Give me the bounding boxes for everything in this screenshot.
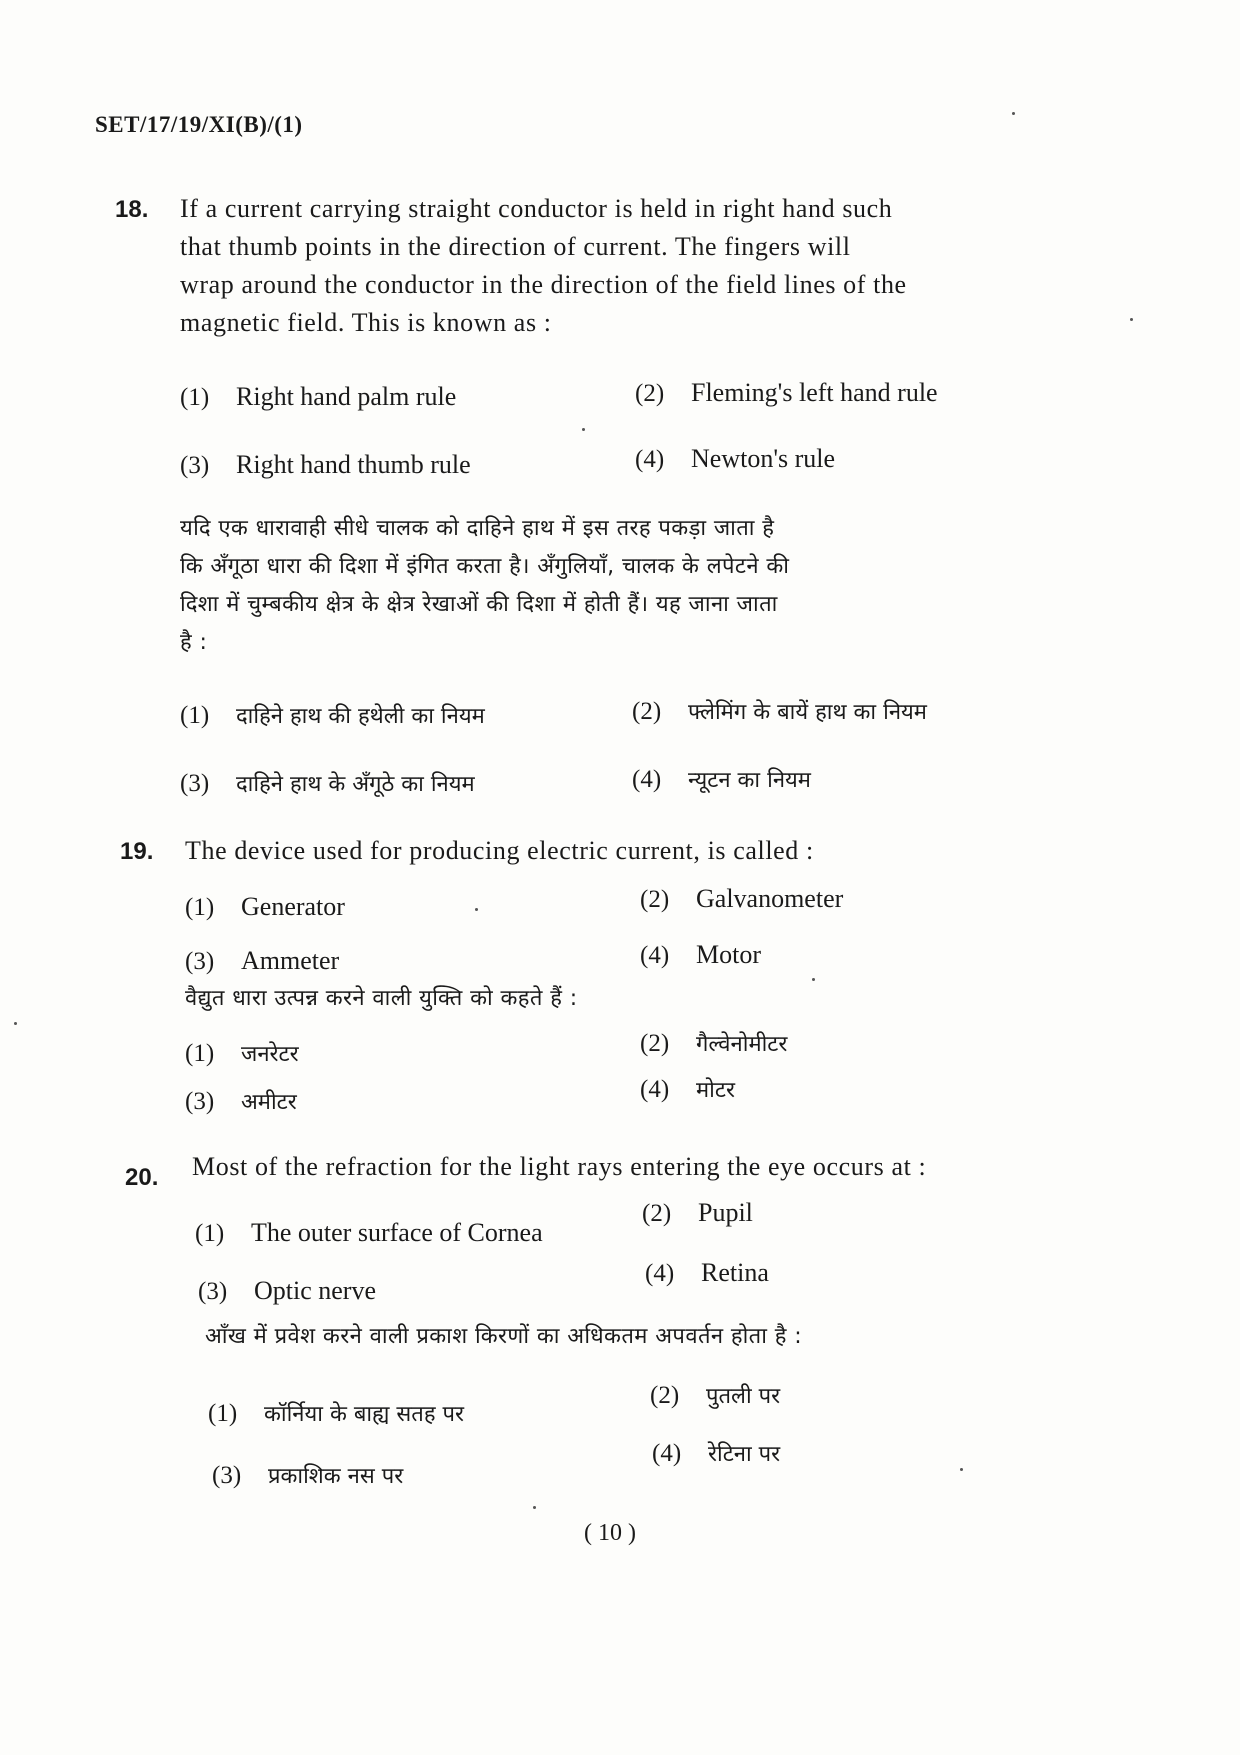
scan-speck	[1012, 112, 1015, 115]
option-text: Right hand thumb rule	[236, 450, 471, 479]
option-text: दाहिने हाथ के अँगूठे का नियम	[236, 772, 475, 797]
q20-option-1	[195, 1218, 543, 1248]
option-text: Optic nerve	[254, 1276, 377, 1305]
question-20-hindi-text	[205, 1318, 802, 1356]
question-number-19: 19.	[120, 838, 154, 865]
question-18-hindi-text	[180, 510, 789, 662]
option-text: अमीटर	[241, 1090, 297, 1115]
option-number: (2)	[650, 1382, 680, 1409]
scan-speck	[475, 908, 478, 911]
question-18-line-3: wrap around the conductor in the direction of the field lines of the	[180, 270, 907, 299]
question-20-hindi-line-1: आँख में प्रवेश करने वाली प्रकाश किरणों का अधिकतम अपवर्तन होता है :	[205, 1324, 803, 1349]
question-19-hindi-text	[185, 980, 578, 1018]
q18-option-1	[180, 382, 456, 412]
option-text: Fleming's left hand rule	[691, 378, 938, 407]
option-text: Ammeter	[241, 946, 340, 975]
option-number: (1)	[195, 1220, 225, 1247]
scan-speck	[14, 1022, 17, 1025]
question-18-hindi-line-4: है :	[180, 630, 208, 655]
scan-speck	[812, 978, 815, 981]
option-number: (4)	[635, 446, 665, 473]
option-number: (1)	[208, 1400, 238, 1427]
question-19-line-1: The device used for producing electric current, is called :	[185, 836, 814, 865]
option-text: Newton's rule	[691, 444, 836, 473]
question-20-text	[192, 1148, 926, 1186]
option-text: रेटिना पर	[708, 1442, 781, 1467]
q18-hindi-option-3	[180, 768, 475, 798]
q20-option-3	[198, 1276, 376, 1306]
option-number: (4)	[640, 942, 670, 969]
option-number: (4)	[652, 1440, 682, 1467]
q19-hindi-option-1	[185, 1038, 299, 1068]
scan-speck	[960, 1468, 963, 1471]
option-number: (3)	[185, 948, 215, 975]
scan-speck	[533, 1506, 536, 1509]
q19-option-3	[185, 946, 339, 976]
option-number: (3)	[185, 1088, 215, 1115]
option-number: (2)	[640, 1030, 670, 1057]
question-number-18: 18.	[115, 196, 149, 223]
q20-hindi-option-4	[652, 1438, 780, 1468]
option-number: (3)	[180, 452, 210, 479]
paper-code: SET/17/19/XI(B)/(1)	[95, 112, 303, 137]
question-18-line-1: If a current carrying straight conductor is held in right hand such	[180, 194, 893, 223]
question-18-hindi-line-2: कि अँगूठा धारा की दिशा में इंगित करता है। अँगुलियाँ, चालक के लपेटने की	[180, 554, 790, 579]
option-number: (4)	[645, 1260, 675, 1287]
option-number: (1)	[180, 702, 210, 729]
option-text: दाहिने हाथ की हथेली का नियम	[236, 704, 485, 729]
option-number: (2)	[642, 1200, 672, 1227]
option-text: जनरेटर	[241, 1042, 299, 1067]
q20-hindi-option-1	[208, 1398, 464, 1428]
option-text: प्रकाशिक नस पर	[268, 1464, 404, 1489]
question-18-hindi-line-1: यदि एक धारावाही सीधे चालक को दाहिने हाथ में इस तरह पकड़ा जाता है	[180, 516, 775, 541]
question-19-text	[185, 832, 814, 870]
q19-option-1	[185, 892, 345, 922]
q18-option-3	[180, 450, 471, 480]
option-text: पुतली पर	[706, 1384, 781, 1409]
option-text: Motor	[696, 940, 761, 969]
q18-hindi-option-1	[180, 700, 485, 730]
q18-hindi-option-2	[632, 696, 927, 726]
q20-hindi-option-3	[212, 1460, 403, 1490]
option-text: गैल्वेनोमीटर	[696, 1032, 788, 1057]
q19-hindi-option-4	[640, 1074, 735, 1104]
option-text: Galvanometer	[696, 884, 844, 913]
q20-option-4	[645, 1258, 769, 1288]
option-number: (1)	[185, 1040, 215, 1067]
question-18-text	[180, 190, 907, 342]
option-number: (3)	[180, 770, 210, 797]
option-number: (2)	[640, 886, 670, 913]
option-text: Right hand palm rule	[236, 382, 457, 411]
question-number-20: 20.	[125, 1164, 159, 1191]
scan-speck	[1130, 318, 1133, 321]
option-number: (3)	[198, 1278, 228, 1305]
option-text: The outer surface of Cornea	[251, 1218, 543, 1247]
q19-hindi-option-3	[185, 1086, 297, 1116]
page-number: ( 10 )	[584, 1520, 636, 1546]
option-text: Retina	[701, 1258, 769, 1287]
option-text: कॉर्निया के बाह्य सतह पर	[264, 1402, 464, 1427]
q18-option-2	[635, 378, 938, 408]
q18-hindi-option-4	[632, 764, 811, 794]
question-18-line-4: magnetic field. This is known as :	[180, 308, 552, 337]
scan-speck	[582, 428, 585, 431]
option-number: (1)	[180, 384, 210, 411]
question-19-hindi-line-1: वैद्युत धारा उत्पन्न करने वाली युक्ति को कहते हैं :	[185, 986, 578, 1011]
q19-option-4	[640, 940, 761, 970]
question-18-line-2: that thumb points in the direction of current. The fingers will	[180, 232, 851, 261]
option-number: (3)	[212, 1462, 242, 1489]
q20-option-2	[642, 1198, 753, 1228]
option-number: (1)	[185, 894, 215, 921]
q19-hindi-option-2	[640, 1028, 787, 1058]
option-text: Pupil	[698, 1198, 753, 1227]
option-number: (4)	[632, 766, 662, 793]
option-number: (4)	[640, 1076, 670, 1103]
question-18-hindi-line-3: दिशा में चुम्बकीय क्षेत्र के क्षेत्र रेखाओं की दिशा में होती हैं। यह जाना जाता	[180, 592, 778, 617]
option-text: मोटर	[696, 1078, 735, 1103]
option-text: न्यूटन का नियम	[688, 768, 811, 793]
question-20-line-1: Most of the refraction for the light rays entering the eye occurs at :	[192, 1152, 927, 1181]
option-number: (2)	[635, 380, 665, 407]
option-text: फ्लेमिंग के बायें हाथ का नियम	[688, 700, 927, 725]
option-number: (2)	[632, 698, 662, 725]
q19-option-2	[640, 884, 843, 914]
q18-option-4	[635, 444, 835, 474]
q20-hindi-option-2	[650, 1380, 780, 1410]
option-text: Generator	[241, 892, 345, 921]
